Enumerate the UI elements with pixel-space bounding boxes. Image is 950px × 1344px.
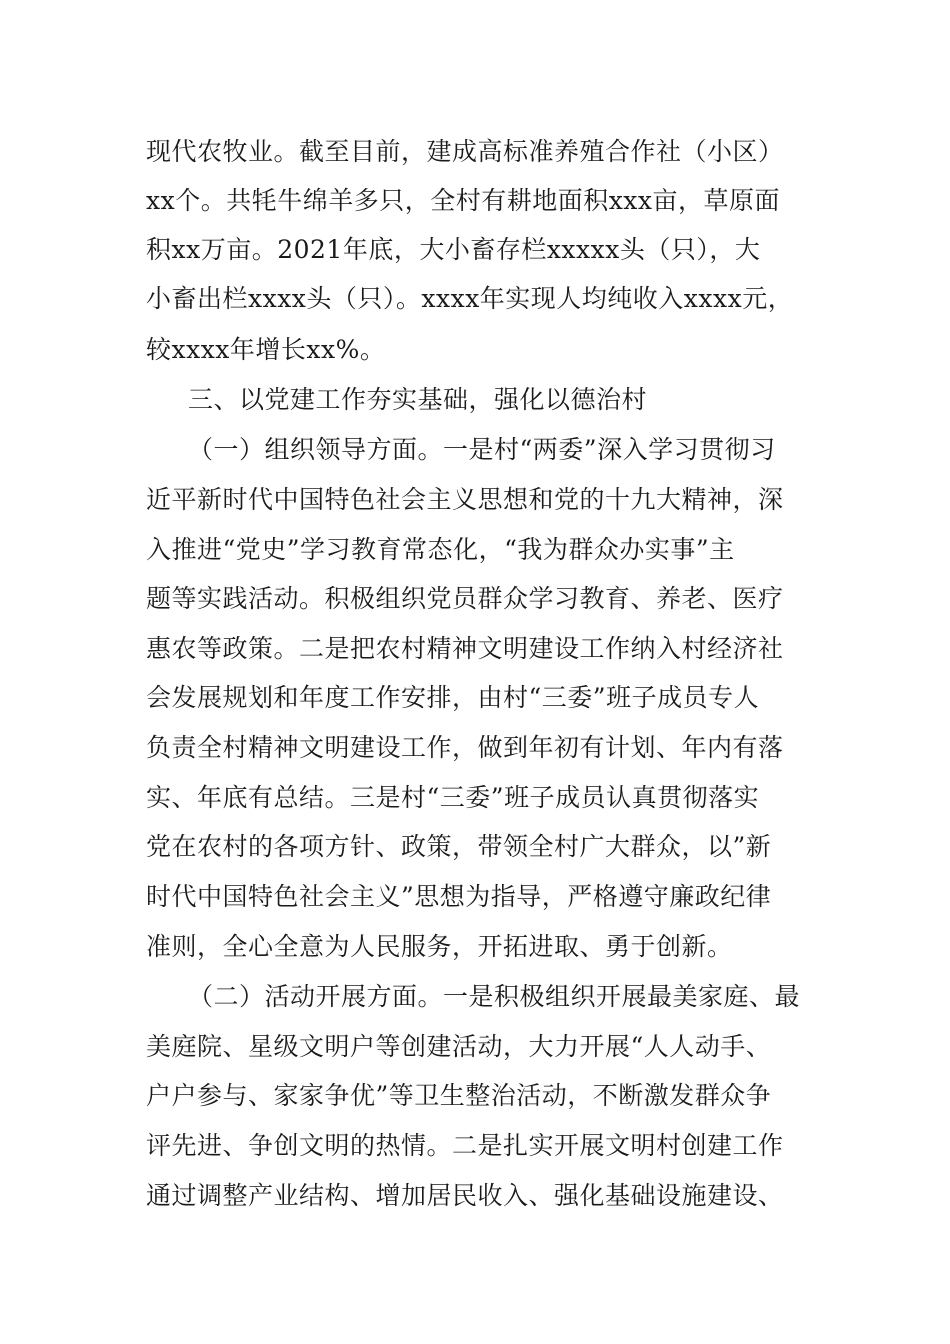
text-line: 美庭院、星级文明户等创建活动，大力开展“人人动手、 [146,1032,772,1061]
text-line: 题等实践活动。积极组织党员群众学习教育、养老、医疗 [146,584,784,613]
text-line: 积xx万亩。2021年底，大小畜存栏xxxxx头（只），大 [146,235,761,264]
section-heading: 三、以党建工作夯实基础，强化以德治村 [188,385,648,414]
text-line: 较xxxx年增长xx%。 [146,335,386,364]
text-line: 准则，全心全意为人民服务，开拓进取、勇于创新。 [146,932,733,961]
text-line: 会发展规划和年度工作安排，由村“三委”班子成员专人 [146,683,760,712]
text-line: 评先进、争创文明的热情。二是扎实开展文明村创建工作 [146,1131,784,1160]
text-line: xx个。共牦牛绵羊多只，全村有耕地面积xxx亩，草原面 [146,186,780,215]
text-line: 户户参与、家家争优”等卫生整治活动，不断激发群众争 [146,1081,772,1110]
text-line: 实、年底有总结。三是村“三委”班子成员认真贯彻落实 [146,783,760,812]
text-line: 入推进“党史”学习教育常态化，“我为群众办实事”主 [146,535,735,564]
text-line: 时代中国特色社会主义”思想为指导，严格遵守廉政纪律 [146,882,772,911]
text-line: 近平新时代中国特色社会主义思想和党的十九大精神，深 [146,485,784,514]
text-line: 党在农村的各项方针、政策，带领全村广大群众，以”新 [146,832,772,861]
text-line: （二）活动开展方面。一是积极组织开展最美家庭、最 [188,982,801,1011]
text-line: 惠农等政策。二是把农村精神文明建设工作纳入村经济社 [146,634,784,663]
text-line: 现代农牧业。截至目前，建成高标准养殖合作社（小区） [146,137,784,166]
text-line: 通过调整产业结构、增加居民收入、强化基础设施建设、 [146,1181,784,1210]
text-line: （一）组织领导方面。一是村“两委”深入学习贯彻习 [188,435,776,464]
text-line: 负责全村精神文明建设工作，做到年初有计划、年内有落 [146,733,784,762]
text-line: 小畜出栏xxxx头（只）。xxxx年实现人均纯收入xxxx元， [146,284,794,313]
